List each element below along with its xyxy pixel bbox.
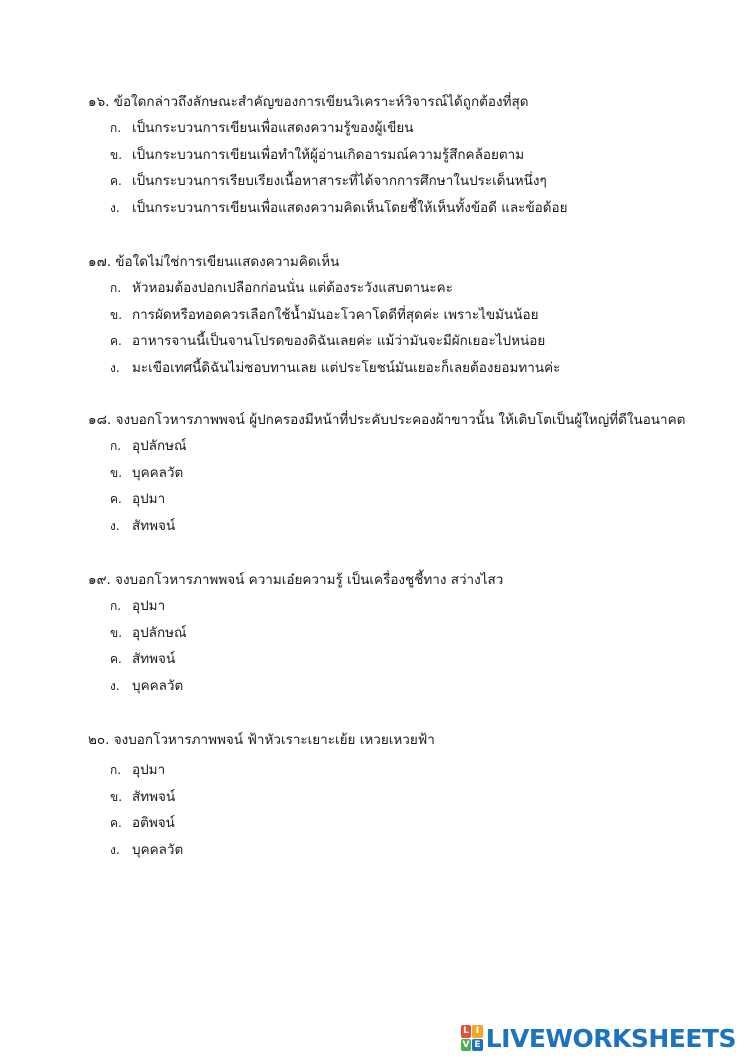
option-d[interactable] — [88, 355, 728, 382]
option-text: อุปลักษณ์ — [132, 624, 187, 641]
option-a[interactable] — [88, 275, 728, 302]
option-d[interactable] — [88, 673, 728, 700]
option-text: มะเขือเทศนี้ดิฉันไม่ชอบทานเลย แต่ประโยชน์มันเยอะก็เลยต้องยอมทานค่ะ — [132, 359, 561, 376]
option-letter: ง. — [110, 518, 120, 533]
question-19 — [88, 567, 728, 699]
option-a[interactable] — [88, 757, 728, 784]
option-letter: ก. — [110, 281, 122, 296]
option-letter: ง. — [110, 200, 120, 215]
option-b[interactable] — [88, 302, 728, 329]
option-text: อุปมา — [132, 598, 166, 615]
liveworksheets-logo — [461, 1023, 736, 1053]
option-letter: ข. — [110, 789, 123, 804]
option-b[interactable] — [88, 142, 728, 169]
option-b[interactable] — [88, 620, 728, 647]
badge-letter: L — [461, 1025, 472, 1038]
option-letter: ง. — [110, 360, 120, 375]
option-letter: ข. — [110, 465, 123, 480]
live-badge-icon — [461, 1025, 483, 1051]
badge-letter: I — [472, 1025, 483, 1038]
option-text: อุปมา — [132, 762, 166, 779]
option-text: สัทพจน์ — [132, 517, 176, 534]
question-text: ๑๖. ข้อใดกล่าวถึงลักษณะสำคัญของการเขียนวิเคราะห์วิจารณ์ได้ถูกต้องที่สุด — [88, 94, 529, 110]
option-d[interactable] — [88, 195, 728, 222]
question-20 — [88, 727, 728, 863]
option-d[interactable] — [88, 513, 728, 540]
option-text: อุปลักษณ์ — [132, 438, 187, 455]
badge-letter: V — [462, 1039, 470, 1050]
option-text: เป็นกระบวนการเขียนเพื่อแสดงความรู้ของผู้เขียน — [132, 120, 414, 137]
option-b[interactable] — [88, 784, 728, 811]
option-c[interactable] — [88, 646, 728, 673]
option-letter: ค. — [110, 334, 122, 349]
question-text: ๑๙. จงบอกโวหารภาพพจน์ ความเอ๋ยความรู้ เป็นเครื่องชูชี้ทาง สว่างไสว — [88, 572, 504, 588]
option-a[interactable] — [88, 115, 728, 142]
question-text: ๒๐. จงบอกโวหารภาพพจน์ ฟ้าหัวเราะเยาะเย้ย เหวยเหวยฟ้า — [88, 732, 435, 748]
option-c[interactable] — [88, 810, 728, 837]
option-letter: ก. — [110, 763, 122, 778]
option-letter: ข. — [110, 307, 123, 322]
option-text: เป็นกระบวนการเรียบเรียงเนื้อหาสาระที่ได้จากการศึกษาในประเด็นหนึ่งๆ — [132, 173, 547, 190]
option-c[interactable] — [88, 486, 728, 513]
option-text: บุคคลวัต — [132, 677, 184, 694]
option-letter: ก. — [110, 439, 122, 454]
option-text: อาหารจานนี้เป็นจานโปรดของดิฉันเลยค่ะ แม้ว่ามันจะมีผักเยอะไปหน่อย — [132, 333, 546, 350]
option-c[interactable] — [88, 328, 728, 355]
badge-letter: E — [472, 1039, 483, 1052]
option-a[interactable] — [88, 433, 728, 460]
option-d[interactable] — [88, 837, 728, 864]
option-letter: ง. — [110, 842, 120, 857]
option-letter: ก. — [110, 121, 122, 136]
option-letter: ข. — [110, 147, 123, 162]
option-letter: ค. — [110, 174, 122, 189]
option-letter: ง. — [110, 678, 120, 693]
logo-text: LIVEWORKSHEETS — [485, 1023, 736, 1053]
option-text: บุคคลวัต — [132, 841, 184, 858]
option-c[interactable] — [88, 168, 728, 195]
option-text: สัทพจน์ — [132, 651, 176, 668]
question-text: ๑๗. ข้อใดไม่ใช่การเขียนแสดงความคิดเห็น — [88, 254, 340, 270]
option-letter: ก. — [110, 599, 122, 614]
question-text: ๑๘. จงบอกโวหารภาพพจน์ ผู้ปกครองมีหน้าที่ประคับประคองผ้าขาวนั้น ให้เติบโตเป็นผู้ใหญ่ที่ดีในอนาคต — [88, 412, 686, 428]
option-letter: ค. — [110, 652, 122, 667]
option-text: การผัดหรือทอดควรเลือกใช้น้ำมันอะโวคาโดดีที่สุดค่ะ เพราะไขมันน้อย — [132, 306, 539, 323]
question-18 — [88, 407, 728, 539]
option-text: สัทพจน์ — [132, 788, 176, 805]
question-16 — [88, 89, 728, 221]
option-text: หัวหอมต้องปอกเปลือกก่อนนั่น แต่ต้องระวังแสบตานะคะ — [132, 280, 453, 297]
option-letter: ข. — [110, 625, 123, 640]
option-letter: ค. — [110, 492, 122, 507]
option-a[interactable] — [88, 593, 728, 620]
option-text: อติพจน์ — [132, 815, 175, 832]
option-letter: ค. — [110, 816, 122, 831]
option-text: เป็นกระบวนการเขียนเพื่อแสดงความคิดเห็นโดยชี้ให้เห็นทั้งข้อดี และข้อด้อย — [132, 199, 568, 216]
option-b[interactable] — [88, 460, 728, 487]
option-text: บุคคลวัต — [132, 464, 184, 481]
option-text: เป็นกระบวนการเขียนเพื่อทำให้ผู้อ่านเกิดอารมณ์ความรู้สึกคล้อยตาม — [132, 146, 525, 163]
question-17 — [88, 249, 728, 381]
option-text: อุปมา — [132, 491, 166, 508]
